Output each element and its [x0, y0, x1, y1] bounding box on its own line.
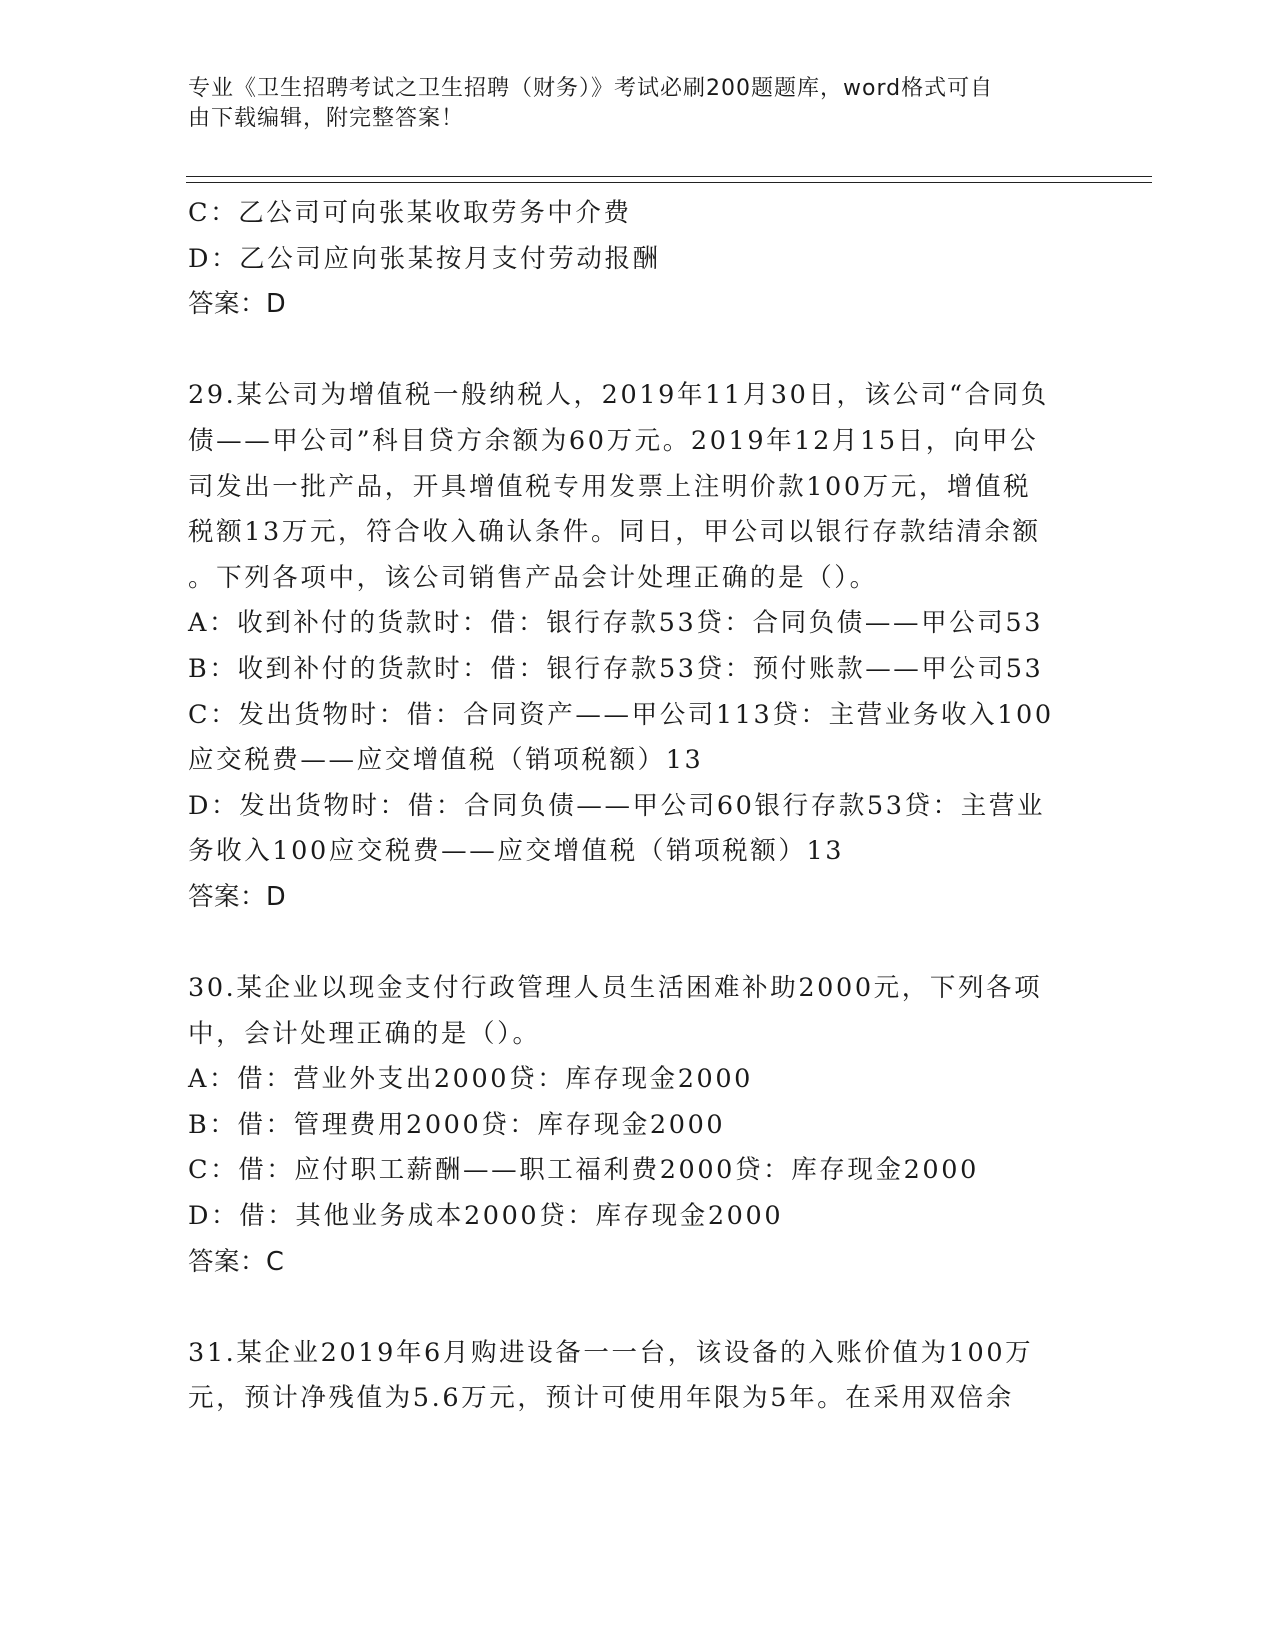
- answer-label: 答案：C: [188, 1246, 285, 1277]
- question-30-block: [188, 966, 1088, 1285]
- question-31-block: [188, 1331, 1088, 1422]
- option-d: D：乙公司应向张某按月支付劳动报酬: [188, 243, 661, 274]
- spacer: [188, 921, 1088, 967]
- option-c: C：乙公司可向张某收取劳务中介费: [188, 198, 632, 228]
- spacer: [188, 328, 1088, 374]
- question-stem-line: 30.某企业以现金支付行政管理人员生活困难补助2000元，下列各项: [188, 973, 1043, 1004]
- question-29-block: [188, 373, 1088, 920]
- option-d-continued: 务收入100应交税费——应交增值税（销项税额）13: [188, 836, 845, 867]
- header-title-line-1: 专业《卫生招聘考试之卫生招聘（财务）》考试必刷200题题库，word格式可自: [188, 76, 994, 101]
- spacer: [188, 1285, 1088, 1331]
- header-title-line-2: 由下载编辑，附完整答案！: [188, 106, 465, 131]
- option-a: A：借：营业外支出2000贷：库存现金2000: [188, 1064, 754, 1095]
- answer-label: 答案：D: [188, 881, 287, 912]
- answer-label: 答案：D: [188, 289, 287, 320]
- question-stem-line: 。下列各项中，该公司销售产品会计处理正确的是（）。: [188, 562, 878, 593]
- question-stem-line: 中，会计处理正确的是（）。: [188, 1018, 541, 1049]
- document-header: [188, 74, 1068, 134]
- question-stem-line: 税额13万元，符合收入确认条件。同日，甲公司以银行存款结清余额: [188, 517, 1041, 548]
- question-stem-line: 31.某企业2019年6月购进设备一一台，该设备的入账价值为100万: [188, 1337, 1034, 1368]
- option-d: D：发出货物时：借：合同负债——甲公司60银行存款53贷：主营业: [188, 790, 1046, 821]
- question-stem-line: 29.某公司为增值税一般纳税人，2019年11月30日，该公司“合同负: [188, 380, 1049, 411]
- option-c: C：借：应付职工薪酬——职工福利费2000贷：库存现金2000: [188, 1155, 979, 1186]
- document-body: [188, 191, 1088, 1422]
- option-a: A：收到补付的货款时：借：银行存款53贷：合同负债——甲公司53: [188, 608, 1044, 639]
- option-c-continued: 应交税费——应交增值税（销项税额）13: [188, 745, 704, 776]
- header-rule-bottom: [186, 182, 1152, 183]
- option-d: D：借：其他业务成本2000贷：库存现金2000: [188, 1201, 784, 1232]
- option-b: B：借：管理费用2000贷：库存现金2000: [188, 1109, 726, 1140]
- option-b: B：收到补付的货款时：借：银行存款53贷：预付账款——甲公司53: [188, 653, 1044, 684]
- prev-question-block: [188, 191, 1088, 328]
- header-rule-top: [186, 176, 1152, 177]
- question-stem-line: 债——甲公司”科目贷方余额为60万元。2019年12月15日，向甲公: [188, 425, 1039, 456]
- question-stem-line: 司发出一批产品，开具增值税专用发票上注明价款100万元，增值税: [188, 471, 1032, 502]
- question-stem-line: 元，预计净残值为5.6万元，预计可使用年限为5年。在采用双倍余: [188, 1383, 1014, 1414]
- option-c: C：发出货物时：借：合同资产——甲公司113贷：主营业务收入100: [188, 699, 1054, 730]
